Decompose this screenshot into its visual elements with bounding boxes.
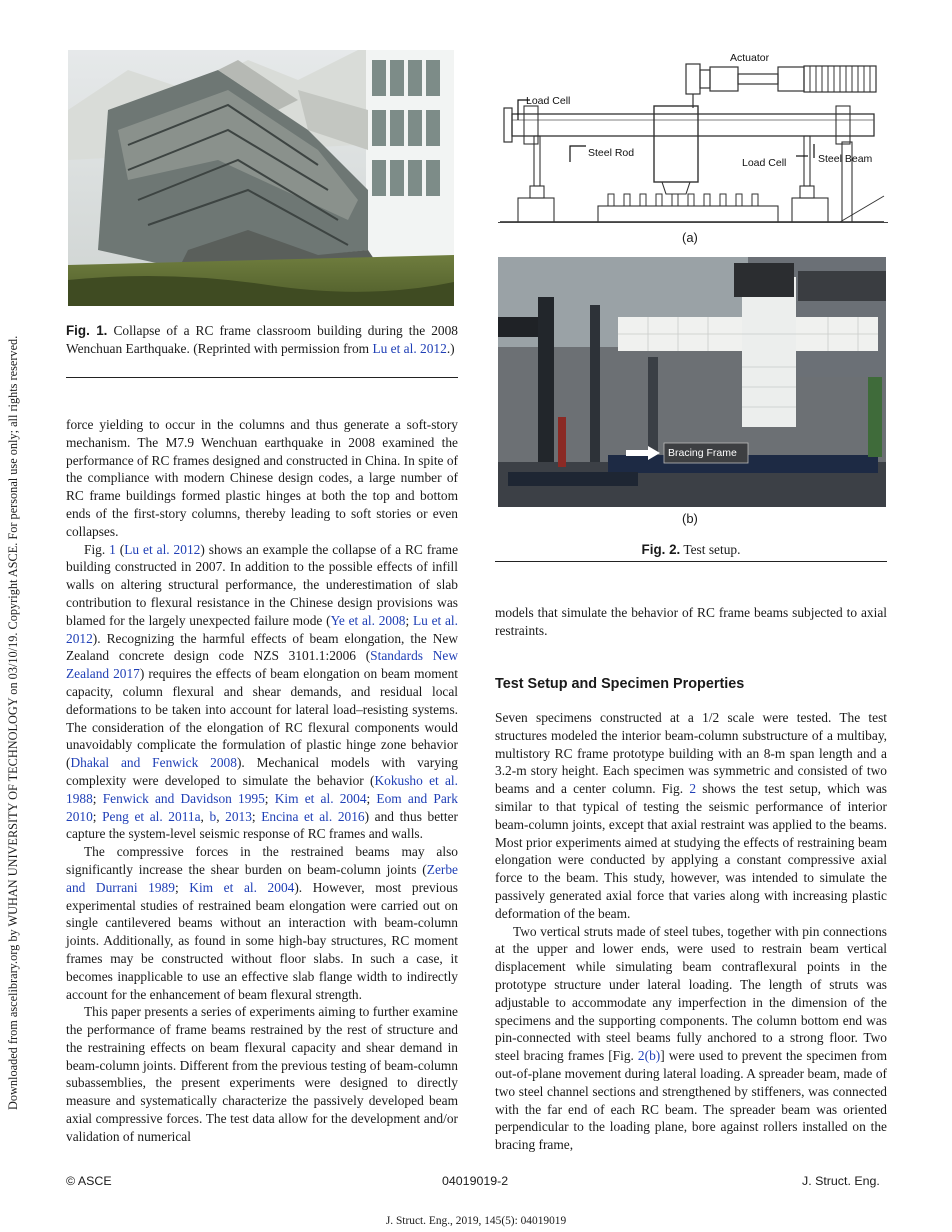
fig2-caption [495,541,887,559]
citation-link[interactable]: Lu et al. 2012 [66,612,458,646]
text-run: Two vertical struts made of steel tubes, together with pin connections at the upper and lower ends, were used to restrain beam vertical displacement while simulating beam contraflexural points in the prototype structure under lateral loading. The length of struts was adjustable to accommodate any imperfection in the dimension of the specimens and the supporting components. The column bottom end was pin-connected with steel beams fully anchored to a strong floor. Two steel bracing frames [Fig. [495,923,887,1064]
citation-link[interactable]: Zerbe and Durrani 1989 [66,861,458,895]
citation-link[interactable]: Lu et al. 2012 [124,541,201,557]
fig-link[interactable]: 2(b) [637,1048,661,1064]
citation-link[interactable]: Encina et al. 2016 [261,808,365,824]
fig1-photo [68,50,454,306]
text-run: , [216,808,226,824]
fig-link[interactable]: 2 [689,781,697,797]
bracing-frame-label: Bracing Frame [668,447,737,459]
citation-line: J. Struct. Eng., 2019, 145(5): 04019019 [385,1215,567,1227]
left-column [66,416,458,1146]
left-paragraph-4: This paper presents a series of experiments aiming to further examine the performance of frame beams restrained by the rest of structure and the restraining effects on beam flexural capacity and shear demand in beam-column joints. Different from the previous testing of beam-column subassemblies, the present experiments were designed to directly measure and systematically characterize the passively developed beam axial compressive forces. The test data allow for the development and/or validation of numerical [66,1004,458,1144]
citation-link[interactable]: Kim et al. 2004 [274,790,367,806]
footer-left: © ASCE [66,1174,112,1188]
text-run: ). Mechanical models with varying complexity were developed to simulate the behavior ( [66,755,458,788]
fig2-caption-text: Test setup. [683,542,741,557]
text-run: ; [251,808,262,824]
text-run: ; [174,879,190,895]
citation-link[interactable]: Peng et al. 2011a [102,808,201,824]
text-run: ; [405,612,413,628]
label-steel-rod: Steel Rod [588,147,635,159]
text-run: ). However, most previous experimental studies of restrained beam elongation were carried out on single cantilevered beams without an interaction with beam-column joints. Additionally, as found in some high-bay structures, RC moment frames may be constructed without floor slabs. In such a case, it becomes inapplicable to use an effective slab flange width to indirectly account for the enhancement of beam flexural strength. [66,879,458,1002]
citation-link[interactable]: Kim et al. 2004 [189,879,295,895]
right-paragraph-0: models that simulate the behavior of RC frame beams subjected to axial restraints. [495,605,887,638]
text-run: shows the test setup, which was similar to that typical of testing the seismic performance of interior beam-column joints, except that axial restraint was applied to the beams. Most prior experiments aimed at studying the effects of restraining beam elongation were conducted by applying a constant compressive axial force to the beam. This study, however, was intended to simulate the passively generated axial force that varies along with increasing plastic deformation of the beam. [495,781,887,921]
label-load-cell-right: Load Cell [742,157,787,169]
fig2b-photo [498,257,886,507]
fig1-caption-end: .) [446,340,455,356]
side-note-container [2,0,22,1232]
fig2b-sublabel: (b) [682,511,698,526]
collapse-photo-illustration [68,50,454,306]
text-run: ; [92,790,103,806]
text-run: Seven specimens constructed at a 1/2 scale were tested. The test structures modeled the interior beam-column substructure of a multibay, multistory RC frame prototype building with an 8-m span length and a 3.2-m story height. Each specimen was symmetric and consisted of two beams and a center column. Fig. [495,710,887,797]
citation-link[interactable]: Ye et al. 2008 [330,612,406,628]
text-run: ) and thus better capture the system-level seismic response of RC frames and walls. [66,808,458,842]
citation-link[interactable]: b [209,808,217,824]
download-notice: Downloaded from ascelibrary.org by WUHAN UNIVERSITY OF TECHNOLOGY on 03/10/19. Copyright ASCE. For personal use only; all rights reserved. [6,335,20,1110]
right-column [495,709,887,1154]
text-run: ; [366,790,377,806]
text-run: ] were used to prevent the specimen from out-of-plane movement during lateral loading. A spreader beam, made of two steel channel sections and strengthened by stiffeners, was connected with the far end of each RC beam. The spreader beam was oriented perpendicular to the loading plane, bore against rollers installed on the bracing frame, [495,1048,887,1153]
text-run: Fig. [84,541,110,557]
text-run: ; [264,790,275,806]
fig2-label: Fig. 2. [641,542,681,557]
fig-link[interactable]: 1 [109,541,116,557]
left-paragraph-1: force yielding to occur in the columns and thus generate a soft-story mechanism. The M7.9 Wenchuan earthquake in 2008 examined the performance of RC frames designed and constructed in China. In spite of the compliance with modern Chinese design codes, a large number of RC frame buildings formed plastic hinges at both the top and bottom ends of the first-story columns, thereby leading to soft stories or even collapses. [66,417,458,539]
label-actuator: Actuator [730,52,770,64]
fig1-caption [66,322,458,357]
text-run: ) requires the effects of beam elongation on beam moment capacity, column flexural and shear demands, and residual local deformations to be taken into account for lateral load–resisting systems. The consideration of the elongation of RC flexural components would unavoidably complicate the formulation of plastic hinge zone behavior ( [66,666,459,771]
right-column-top [495,604,887,640]
fig1-caption-ref[interactable]: Lu et al. 2012 [372,340,447,356]
fig1-label: Fig. 1. [66,323,108,338]
text-run: , [200,808,210,824]
text-run: The compressive forces in the restrained beams may also significantly increase the shear burden on beam-column joints ( [66,844,458,877]
fig1-rule [66,377,458,378]
left-paragraph-3 [66,843,458,1003]
text-run: ). Recognizing the harmful effects of beam elongation, the New Zealand concrete design code NZS 3101.1:2006 ( [66,630,458,664]
right-paragraph-2 [495,923,887,1154]
footer-center: 04019019-2 [442,1174,509,1188]
citation-link[interactable]: 2013 [225,808,252,824]
fig1-caption-text: Collapse of a RC frame classroom building during the 2008 Wenchuan Earthquake. (Reprinted with permission from [66,323,458,356]
fig2a-sublabel: (a) [682,230,698,245]
right-paragraph-1 [495,709,887,923]
text-run: ( [115,541,125,557]
footer-right: J. Struct. Eng. [802,1174,880,1188]
fig2a-diagram [496,46,888,228]
citation-link[interactable]: Dhakal and Fenwick 2008 [70,755,237,771]
fig2a-baseline [498,222,888,223]
section-heading: Test Setup and Specimen Properties [495,676,745,692]
text-run: ) shows an example the collapse of a RC frame building constructed in 2007. In addition to the possible effects of infill walls on altering structural performance, the underestimation of slab contribution to flexural resistance in the Chinese design provisions was blamed for the largely unexpected failure mode ( [66,541,459,628]
label-load-cell-left: Load Cell [526,95,571,107]
text-run: ; [92,808,103,824]
citation-link[interactable]: Standards New Zealand 2017 [66,648,458,682]
citation-link[interactable]: Kokusho et al. 1988 [66,772,458,806]
left-paragraph-2 [66,541,458,844]
label-steel-beam: Steel Beam [818,153,873,165]
citation-link[interactable]: Fenwick and Davidson 1995 [102,790,265,806]
citation-link[interactable]: Eom and Park 2010 [66,790,458,824]
fig2-rule [495,561,887,562]
